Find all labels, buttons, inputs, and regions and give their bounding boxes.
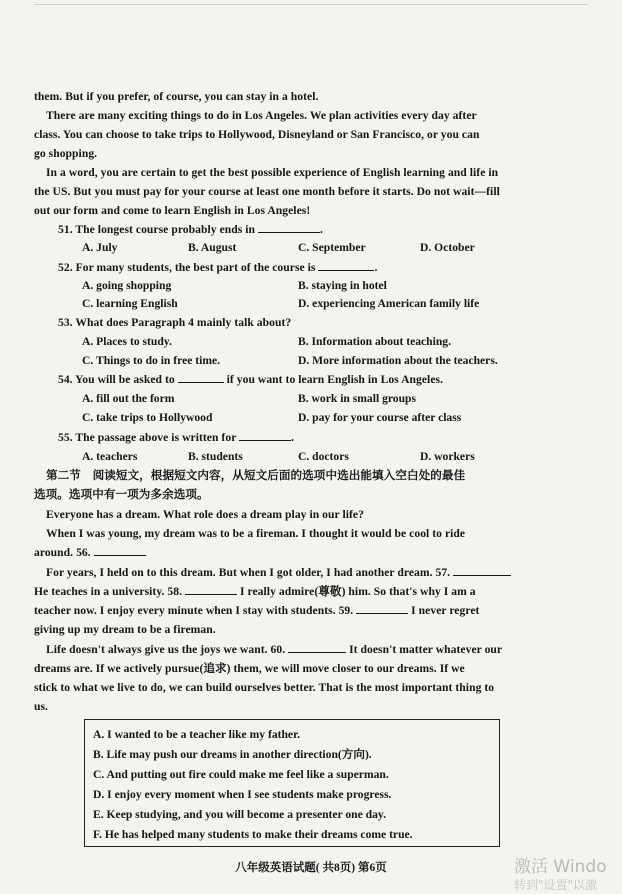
question-stem-end: . [320,223,323,236]
option: D. October [420,241,475,254]
question-stem: 54. You will be asked to [58,373,175,386]
choice-item: E. Keep studying, and you will become a presenter one day. [93,808,386,821]
passage-line: go shopping. [34,147,98,160]
choice-item: A. I wanted to be a teacher like my father. [93,728,301,741]
option: D. workers [420,450,475,463]
answer-blank-57 [453,565,511,576]
windows-activation-watermark: 激活 Windo [514,857,607,877]
passage-line: us. [34,700,49,713]
option: C. doctors [298,450,349,463]
text: It doesn't matter whatever our [349,643,503,656]
passage-line: stick to what we live to do, we can build ourselves better. That is the most important thing to [34,681,495,694]
answer-blank-58 [185,584,237,595]
option: B. August [188,241,237,254]
option: A. fill out the form [82,392,175,405]
text: I really admire(尊敬) him. So that's why I am a [239,585,476,598]
text: For years, I held on to this dream. But when I got older, I had another dream. 57. [46,566,451,579]
answer-blank [258,222,320,233]
passage-line [34,545,556,560]
option: D. experiencing American family life [298,297,480,310]
passage-line: dreams are. If we actively pursue(追求) them, we will move closer to our dreams. If we [34,662,465,675]
option: B. students [188,450,243,463]
answer-blank [178,372,224,383]
option: D. More information about the teachers. [298,354,498,367]
choice-item: D. I enjoy every moment when I see students make progress. [93,788,392,801]
passage-line [34,603,556,618]
top-edge-rule [34,4,588,13]
page-footer: 八年级英语试题( 共8页) 第6页 [235,862,387,874]
question-52 [58,260,580,275]
question-53: 53. What does Paragraph 4 mainly talk about? [58,316,292,329]
option: B. staying in hotel [298,279,387,292]
answer-blank [239,430,291,441]
question-stem-end: . [374,261,378,274]
text: teacher now. I enjoy every minute when I stay with students. 59. [34,604,354,617]
section-heading: 第二节 阅读短文，根据短文内容，从短文后面的选项中选出能填入空白处的最佳 [46,469,466,482]
question-stem: 52. For many students, the best part of the course is [58,261,316,274]
passage-line: giving up my dream to be a fireman. [34,623,216,636]
question-51 [58,222,580,237]
question-stem-end: . [291,431,295,444]
section-heading: 选项。选项中有一项为多余选项。 [34,488,209,501]
passage-line [46,565,568,580]
option: C. Things to do in free time. [82,354,221,367]
choice-item: F. He has helped many students to make their dreams come true. [93,828,413,841]
question-55 [58,430,580,445]
option: A. Places to study. [82,335,172,348]
question-stem-end: if you want to learn English in Los Angeles. [226,373,444,386]
passage-line [34,584,556,599]
answer-blank-56 [94,545,146,556]
text: Life doesn't always give us the joys we want. 60. [46,643,286,656]
choice-item: C. And putting out fire could make me feel like a superman. [93,768,389,781]
answer-blank [318,260,374,271]
choice-item: B. Life may push our dreams in another direction(方向). [93,748,372,761]
answer-blank-59 [356,603,408,614]
passage-line: the US. But you must pay for your course at least one month before it starts. Do not wait—fill [34,185,500,198]
passage-line [46,642,568,657]
windows-activation-watermark-sub: 转到"设置"以激 [514,878,598,892]
answer-blank-60 [288,642,346,653]
passage-line: out our form and come to learn English in Los Angeles! [34,204,311,217]
question-stem: 51. The longest course probably ends in [58,223,256,236]
option: D. pay for your course after class [298,411,462,424]
passage-line: When I was young, my dream was to be a fireman. I thought it would be cool to ride [46,527,466,540]
question-54 [58,372,580,387]
passage-line: class. You can choose to take trips to Hollywood, Disneyland or San Francisco, or you can [34,128,480,141]
option: A. July [82,241,118,254]
passage-line: There are many exciting things to do in Los Angeles. We plan activities every day after [46,109,477,122]
option: A. going shopping [82,279,172,292]
option: A. teachers [82,450,138,463]
passage-line: In a word, you are certain to get the best possible experience of English learning and life in [46,166,499,179]
option: B. work in small groups [298,392,417,405]
passage-line: Everyone has a dream. What role does a dream play in our life? [46,508,364,521]
option: B. Information about teaching. [298,335,451,348]
text: He teaches in a university. 58. [34,585,183,598]
choices-box [84,719,500,847]
text: I never regret [411,604,480,617]
option: C. learning English [82,297,178,310]
question-stem: 55. The passage above is written for [58,431,237,444]
option: C. September [298,241,366,254]
passage-line: them. But if you prefer, of course, you can stay in a hotel. [34,90,319,103]
option: C. take trips to Hollywood [82,411,213,424]
text: around. 56. [34,546,91,559]
